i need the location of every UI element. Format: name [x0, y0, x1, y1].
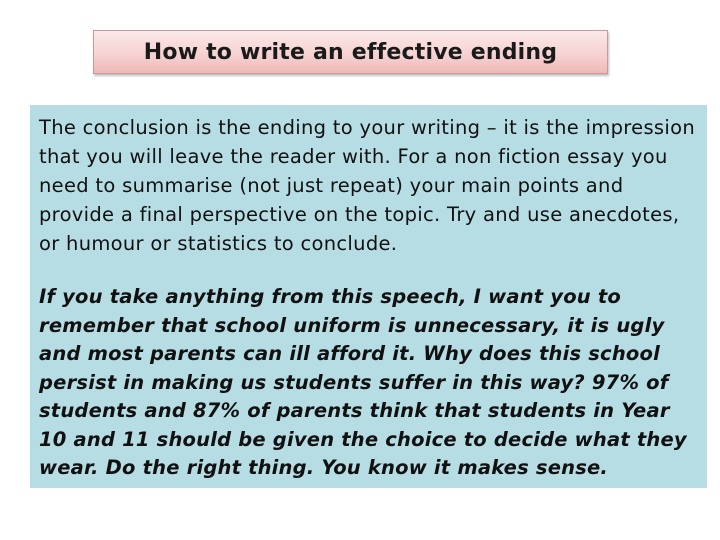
explanation-paragraph: The conclusion is the ending to your writing – it is the impression that you will leave the reader with. For a non fiction essay you need to summarise (not just repeat) your main points and provide a final perspective on the topic. Try and use anecdotes, or humour or statistics to conclude. — [39, 116, 695, 255]
slide-title: How to write an effective ending — [143, 39, 558, 65]
title-banner — [93, 30, 608, 74]
example-paragraph: If you take anything from this speech, I want you to remember that school uniform is unnecessary, it is ugly and most parents can ill afford it. Why does this school persist in making us students suffer in this way? 97% of students and 87% of parents think that students in Year 10 and 11 should be given the choice to decide what they wear. Do the right thing. You know it makes sense. — [39, 285, 687, 479]
content-panel — [30, 105, 707, 488]
